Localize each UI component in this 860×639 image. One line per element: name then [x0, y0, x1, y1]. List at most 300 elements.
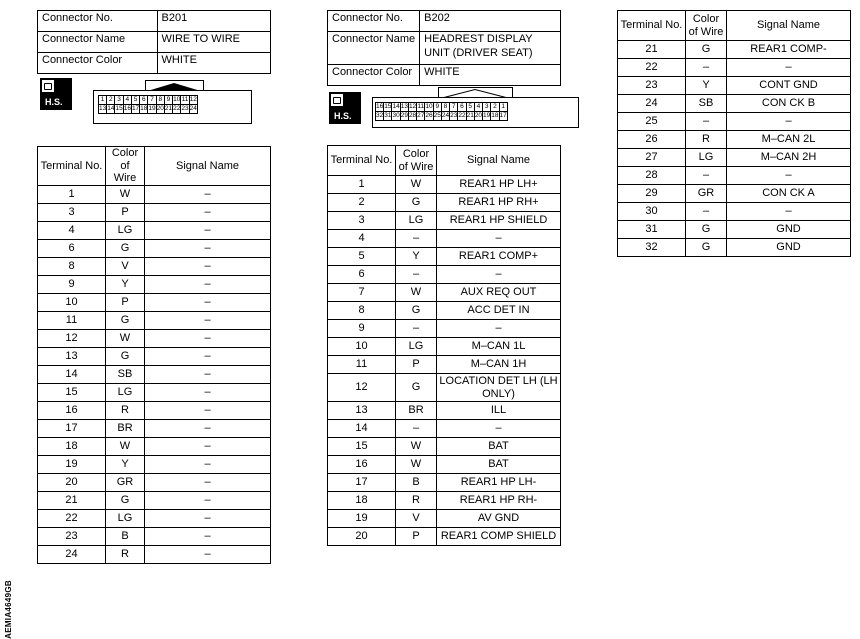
header-color: Color of Wire — [396, 146, 437, 176]
terminal-cell: 8 — [38, 257, 106, 275]
signal-name-cell: – — [145, 473, 271, 491]
wire-color-cell: – — [686, 203, 727, 221]
pin-cell: 3 — [115, 96, 123, 105]
connector-color: WHITE — [157, 53, 270, 74]
wire-color-cell: – — [686, 167, 727, 185]
signal-name-cell: M–CAN 1L — [437, 338, 561, 356]
wire-color-cell: G — [106, 239, 145, 257]
terminal-table-b202-part2 — [617, 10, 851, 257]
wire-color-cell: B — [106, 527, 145, 545]
pin-cell: 10 — [173, 96, 181, 103]
pin-cell: 6 — [458, 103, 466, 112]
terminal-cell: 6 — [38, 239, 106, 257]
pin-cell: 26 — [425, 112, 433, 119]
pin-cell: 20 — [156, 105, 164, 112]
terminal-cell: 18 — [38, 437, 106, 455]
pin-cell: 2 — [491, 103, 499, 112]
signal-name-cell: – — [145, 383, 271, 401]
header-signal: Signal Name — [727, 11, 851, 41]
pin-cell: 2 — [107, 96, 115, 105]
terminal-cell: 9 — [328, 320, 396, 338]
signal-name-cell: REAR1 HP LH+ — [437, 176, 561, 194]
table-row — [328, 176, 561, 194]
wire-color-cell: LG — [106, 221, 145, 239]
terminal-table-b201 — [37, 146, 271, 564]
pin-cell: 23 — [181, 105, 189, 112]
wire-color-cell: G — [106, 491, 145, 509]
pin-cell: 5 — [131, 96, 139, 105]
terminal-cell: 2 — [328, 194, 396, 212]
terminal-cell: 16 — [38, 401, 106, 419]
terminal-cell: 1 — [328, 176, 396, 194]
connector-number: B202 — [420, 11, 561, 32]
table-row — [328, 510, 561, 528]
signal-name-cell: AUX REQ OUT — [437, 284, 561, 302]
pin-cell: 13 — [99, 105, 107, 112]
terminal-cell: 29 — [618, 185, 686, 203]
table-row — [618, 59, 851, 77]
connector-symbol-icon — [41, 79, 55, 93]
table-row — [328, 456, 561, 474]
table-row — [38, 293, 271, 311]
signal-name-cell: GND — [727, 239, 851, 257]
table-row — [38, 221, 271, 239]
wire-color-cell: B — [396, 474, 437, 492]
header-signal: Signal Name — [145, 147, 271, 186]
signal-name-cell: – — [727, 167, 851, 185]
terminal-cell: 3 — [38, 203, 106, 221]
signal-name-cell: – — [145, 203, 271, 221]
header-color: Color of Wire — [106, 147, 145, 186]
pin-cell: 27 — [417, 112, 425, 119]
signal-name-cell: LOCATION DET LH (LH ONLY) — [437, 374, 561, 402]
signal-name-cell: M–CAN 1H — [437, 356, 561, 374]
wire-color-cell: W — [106, 437, 145, 455]
pin-cell: 15 — [115, 105, 123, 112]
info-label: Connector Name — [328, 32, 420, 65]
table-row — [328, 374, 561, 402]
info-label: Connector Name — [38, 32, 158, 53]
header-signal: Signal Name — [437, 146, 561, 176]
signal-name-cell: – — [437, 266, 561, 284]
table-row — [618, 113, 851, 131]
terminal-cell: 10 — [328, 338, 396, 356]
pin-cell: 5 — [466, 103, 474, 112]
pin-row — [376, 103, 508, 112]
pin-grid — [98, 95, 198, 114]
table-row — [38, 311, 271, 329]
pin-cell: 14 — [107, 105, 115, 112]
pin-row — [99, 96, 198, 105]
signal-name-cell: M–CAN 2L — [727, 131, 851, 149]
terminal-cell: 20 — [38, 473, 106, 491]
wire-color-cell: W — [396, 438, 437, 456]
pin-cell: 12 — [408, 103, 417, 110]
table-row — [618, 203, 851, 221]
info-label: Connector No. — [328, 11, 420, 32]
signal-name-cell: REAR1 COMP+ — [437, 248, 561, 266]
terminal-cell: 27 — [618, 149, 686, 167]
table-row — [38, 365, 271, 383]
wire-color-cell: W — [106, 185, 145, 203]
wire-color-cell: G — [396, 302, 437, 320]
connector-number: B201 — [157, 11, 270, 32]
signal-name-cell: – — [145, 545, 271, 563]
wire-color-cell: Y — [686, 77, 727, 95]
terminal-cell: 13 — [38, 347, 106, 365]
signal-name-cell: CONT GND — [727, 77, 851, 95]
signal-name-cell: – — [437, 230, 561, 248]
wire-color-cell: SB — [686, 95, 727, 113]
connector-info-b201 — [37, 10, 271, 74]
pin-cell: 3 — [483, 103, 491, 112]
terminal-cell: 20 — [328, 528, 396, 546]
pin-cell: 4 — [123, 96, 131, 105]
wire-color-cell: G — [106, 347, 145, 365]
terminal-cell: 23 — [618, 77, 686, 95]
terminal-cell: 3 — [328, 212, 396, 230]
signal-name-cell: – — [145, 275, 271, 293]
pin-cell: 7 — [450, 103, 458, 112]
signal-name-cell: – — [437, 320, 561, 338]
pin-cell: 11 — [417, 103, 425, 110]
terminal-cell: 22 — [38, 509, 106, 527]
pin-cell: 21 — [466, 112, 474, 119]
table-row — [38, 329, 271, 347]
pin-cell: 24 — [441, 112, 450, 119]
pin-cell: 19 — [148, 105, 156, 112]
wire-color-cell: R — [396, 492, 437, 510]
pin-cell: 1 — [499, 103, 507, 112]
table-row — [328, 284, 561, 302]
terminal-cell: 25 — [618, 113, 686, 131]
terminal-cell: 4 — [328, 230, 396, 248]
signal-name-cell: – — [727, 203, 851, 221]
wire-color-cell: R — [106, 545, 145, 563]
pin-cell: 7 — [148, 96, 156, 105]
terminal-cell: 17 — [328, 474, 396, 492]
terminal-cell: 32 — [618, 239, 686, 257]
signal-name-cell: AV GND — [437, 510, 561, 528]
signal-name-cell: – — [145, 221, 271, 239]
table-row — [328, 528, 561, 546]
terminal-cell: 6 — [328, 266, 396, 284]
signal-name-cell: GND — [727, 221, 851, 239]
pin-cell: 8 — [441, 103, 449, 112]
pin-cell: 17 — [499, 112, 507, 119]
pin-cell: 13 — [400, 103, 408, 110]
terminal-cell: 30 — [618, 203, 686, 221]
harness-side-icon — [40, 78, 72, 110]
figure-code: AEMIA4649GB — [4, 580, 13, 639]
wire-color-cell: Y — [106, 275, 145, 293]
table-row — [618, 131, 851, 149]
wire-color-cell: BR — [106, 419, 145, 437]
signal-name-cell: – — [145, 401, 271, 419]
wire-color-cell: GR — [106, 473, 145, 491]
pin-cell: 23 — [450, 112, 458, 119]
info-label: Connector Color — [38, 53, 158, 74]
pin-row — [99, 105, 198, 114]
pin-cell: 10 — [425, 103, 433, 110]
signal-name-cell: REAR1 HP SHIELD — [437, 212, 561, 230]
terminal-cell: 24 — [618, 95, 686, 113]
wire-color-cell: LG — [396, 338, 437, 356]
header-terminal: Terminal No. — [328, 146, 396, 176]
table-row — [328, 474, 561, 492]
signal-name-cell: – — [145, 347, 271, 365]
wire-color-cell: Y — [106, 455, 145, 473]
wire-color-cell: – — [396, 266, 437, 284]
wire-color-cell: W — [396, 284, 437, 302]
pin-cell: 8 — [156, 96, 164, 105]
terminal-cell: 19 — [328, 510, 396, 528]
table-row — [328, 248, 561, 266]
signal-name-cell: – — [145, 293, 271, 311]
wire-color-cell: LG — [106, 383, 145, 401]
terminal-cell: 13 — [328, 402, 396, 420]
wire-color-cell: – — [396, 320, 437, 338]
terminal-cell: 21 — [618, 41, 686, 59]
signal-name-cell: – — [145, 419, 271, 437]
table-row — [38, 239, 271, 257]
table-row — [618, 221, 851, 239]
header-terminal: Terminal No. — [618, 11, 686, 41]
table-row — [38, 419, 271, 437]
table-row — [328, 492, 561, 510]
pin-cell: 17 — [131, 105, 140, 112]
wire-color-cell: LG — [396, 212, 437, 230]
pin-cell: 32 — [376, 112, 384, 119]
wire-color-cell: W — [396, 176, 437, 194]
terminal-cell: 9 — [38, 275, 106, 293]
connector-info-b202 — [327, 10, 561, 86]
pin-cell: 29 — [400, 112, 408, 119]
terminal-cell: 19 — [38, 455, 106, 473]
table-row — [618, 149, 851, 167]
pin-cell: 30 — [392, 112, 400, 119]
table-row — [328, 194, 561, 212]
table-row — [38, 185, 271, 203]
terminal-table-b202-part1 — [327, 145, 561, 546]
signal-name-cell: REAR1 COMP- — [727, 41, 851, 59]
table-row — [38, 383, 271, 401]
terminal-cell: 1 — [38, 185, 106, 203]
harness-side-icon — [329, 92, 361, 124]
terminal-cell: 18 — [328, 492, 396, 510]
terminal-cell: 11 — [328, 356, 396, 374]
pin-cell: 31 — [384, 112, 392, 119]
table-row — [328, 338, 561, 356]
table-row — [38, 203, 271, 221]
signal-name-cell: – — [145, 311, 271, 329]
terminal-cell: 12 — [328, 374, 396, 402]
pin-cell: 28 — [408, 112, 417, 119]
wire-color-cell: SB — [106, 365, 145, 383]
pin-cell: 14 — [392, 103, 400, 110]
pin-cell: 9 — [433, 103, 441, 112]
table-row — [328, 320, 561, 338]
table-row — [328, 438, 561, 456]
pin-cell: 25 — [433, 112, 441, 119]
wire-color-cell: LG — [106, 509, 145, 527]
wire-color-cell: P — [106, 293, 145, 311]
terminal-cell: 22 — [618, 59, 686, 77]
terminal-cell: 8 — [328, 302, 396, 320]
signal-name-cell: – — [145, 437, 271, 455]
pin-cell: 12 — [189, 96, 197, 103]
table-row — [38, 401, 271, 419]
wire-color-cell: G — [686, 41, 727, 59]
table-row — [618, 77, 851, 95]
pin-cell: 18 — [140, 105, 148, 112]
table-row — [618, 167, 851, 185]
table-row — [328, 230, 561, 248]
table-row — [618, 41, 851, 59]
wire-color-cell: – — [396, 420, 437, 438]
pin-cell: 15 — [384, 103, 392, 110]
terminal-cell: 5 — [328, 248, 396, 266]
terminal-cell: 12 — [38, 329, 106, 347]
wire-color-cell: W — [106, 329, 145, 347]
pin-cell: 16 — [123, 105, 131, 112]
terminal-cell: 15 — [328, 438, 396, 456]
signal-name-cell: BAT — [437, 438, 561, 456]
table-row — [618, 185, 851, 203]
table-row — [38, 473, 271, 491]
table-row — [618, 95, 851, 113]
wire-color-cell: G — [686, 221, 727, 239]
pin-cell: 16 — [376, 103, 384, 110]
signal-name-cell: – — [145, 527, 271, 545]
table-row — [38, 527, 271, 545]
signal-name-cell: REAR1 HP RH- — [437, 492, 561, 510]
table-row — [328, 302, 561, 320]
wire-color-cell: BR — [396, 402, 437, 420]
header-terminal: Terminal No. — [38, 147, 106, 186]
table-row — [38, 491, 271, 509]
wire-color-cell: – — [686, 113, 727, 131]
table-row — [38, 545, 271, 563]
terminal-cell: 7 — [328, 284, 396, 302]
signal-name-cell: REAR1 HP RH+ — [437, 194, 561, 212]
pin-cell: 4 — [474, 103, 482, 112]
pin-cell: 18 — [491, 112, 499, 119]
signal-name-cell: REAR1 HP LH- — [437, 474, 561, 492]
wire-color-cell: G — [396, 194, 437, 212]
table-row — [328, 212, 561, 230]
info-label: Connector Color — [328, 65, 420, 86]
wire-color-cell: GR — [686, 185, 727, 203]
wire-color-cell: – — [396, 230, 437, 248]
pin-cell: 9 — [164, 96, 172, 105]
terminal-cell: 15 — [38, 383, 106, 401]
wire-color-cell: V — [106, 257, 145, 275]
terminal-cell: 24 — [38, 545, 106, 563]
signal-name-cell: BAT — [437, 456, 561, 474]
signal-name-cell: – — [145, 509, 271, 527]
hs-label: H.S. — [45, 97, 63, 107]
signal-name-cell: – — [145, 239, 271, 257]
wire-color-cell: Y — [396, 248, 437, 266]
terminal-cell: 16 — [328, 456, 396, 474]
table-row — [328, 266, 561, 284]
table-row — [328, 356, 561, 374]
connector-name: HEADREST DISPLAY UNIT (DRIVER SEAT) — [420, 32, 561, 65]
signal-name-cell: REAR1 COMP SHIELD — [437, 528, 561, 546]
terminal-cell: 10 — [38, 293, 106, 311]
signal-name-cell: – — [145, 185, 271, 203]
signal-name-cell: – — [145, 491, 271, 509]
table-row — [38, 509, 271, 527]
pin-cell: 22 — [458, 112, 466, 119]
wire-color-cell: P — [396, 356, 437, 374]
table-row — [38, 347, 271, 365]
table-row — [328, 420, 561, 438]
wire-color-cell: W — [396, 456, 437, 474]
pin-cell: 22 — [173, 105, 181, 112]
pin-cell: 1 — [99, 96, 107, 105]
connector-name: WIRE TO WIRE — [157, 32, 270, 53]
wire-color-cell: R — [686, 131, 727, 149]
terminal-cell: 17 — [38, 419, 106, 437]
table-row — [38, 257, 271, 275]
terminal-cell: 26 — [618, 131, 686, 149]
pin-cell: 20 — [474, 112, 483, 119]
connector-color: WHITE — [420, 65, 561, 86]
signal-name-cell: ACC DET IN — [437, 302, 561, 320]
pin-cell: 21 — [164, 105, 173, 112]
signal-name-cell: CON CK A — [727, 185, 851, 203]
table-row — [618, 239, 851, 257]
table-row — [328, 402, 561, 420]
wire-color-cell: – — [686, 59, 727, 77]
table-row — [38, 455, 271, 473]
signal-name-cell: – — [145, 257, 271, 275]
signal-name-cell: – — [145, 365, 271, 383]
wire-color-cell: LG — [686, 149, 727, 167]
table-row — [38, 275, 271, 293]
wire-color-cell: G — [686, 239, 727, 257]
table-row — [38, 437, 271, 455]
wire-color-cell: R — [106, 401, 145, 419]
signal-name-cell: – — [727, 59, 851, 77]
wire-color-cell: P — [396, 528, 437, 546]
signal-name-cell: – — [437, 420, 561, 438]
wire-color-cell: P — [106, 203, 145, 221]
signal-name-cell: – — [727, 113, 851, 131]
wire-color-cell: G — [396, 374, 437, 402]
connector-symbol-icon — [330, 93, 344, 107]
pin-cell: 24 — [189, 105, 197, 112]
terminal-cell: 23 — [38, 527, 106, 545]
pin-cell: 19 — [483, 112, 491, 119]
signal-name-cell: – — [145, 329, 271, 347]
pin-cell: 6 — [140, 96, 148, 105]
signal-name-cell: M–CAN 2H — [727, 149, 851, 167]
hs-label: H.S. — [334, 111, 352, 121]
info-label: Connector No. — [38, 11, 158, 32]
terminal-cell: 14 — [38, 365, 106, 383]
signal-name-cell: CON CK B — [727, 95, 851, 113]
pin-row — [376, 112, 508, 121]
terminal-cell: 31 — [618, 221, 686, 239]
terminal-cell: 21 — [38, 491, 106, 509]
wire-color-cell: V — [396, 510, 437, 528]
terminal-cell: 28 — [618, 167, 686, 185]
header-color: Color of Wire — [686, 11, 727, 41]
wire-color-cell: G — [106, 311, 145, 329]
